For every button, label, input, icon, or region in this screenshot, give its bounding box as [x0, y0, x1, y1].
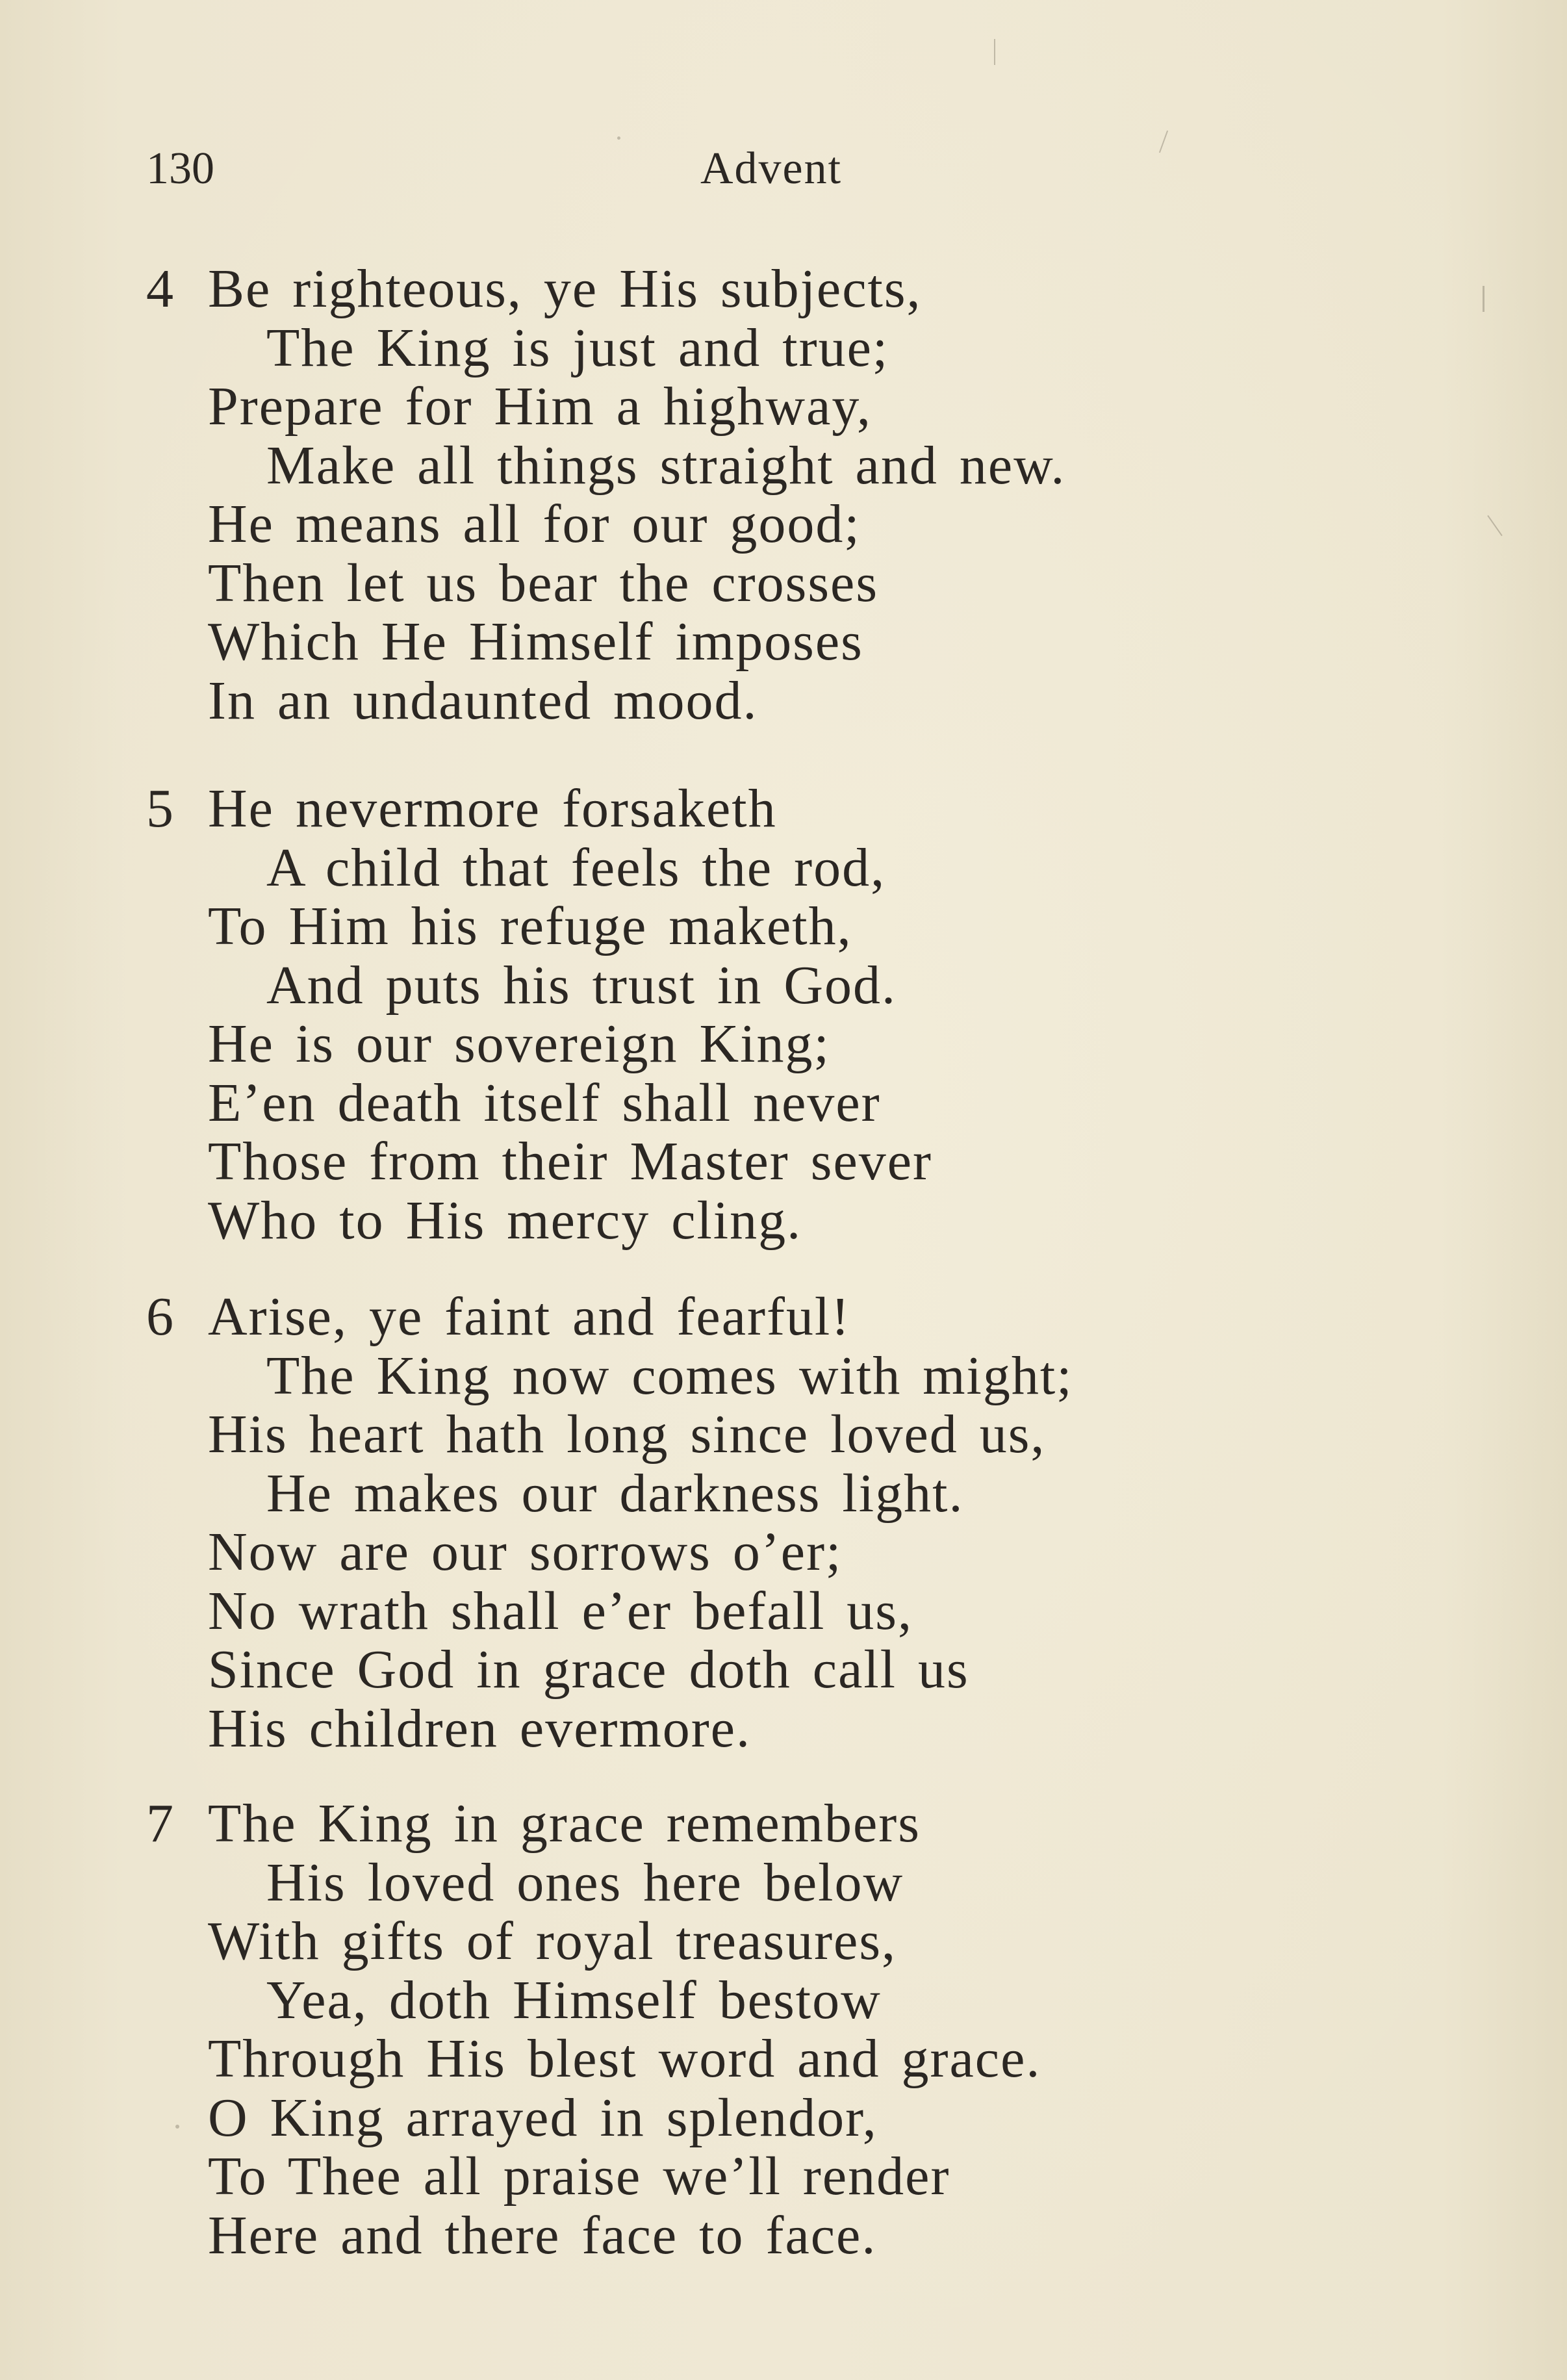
stanza-5	[146, 780, 1446, 1250]
stanza-4	[146, 260, 1446, 730]
verse-line: No wrath shall e’er befall us,	[208, 1580, 913, 1641]
page-number: 130	[146, 144, 214, 194]
paper-speck	[1487, 515, 1502, 536]
stanza-number: 7	[146, 1793, 173, 1854]
verse-line: To Thee all praise we’ll render	[208, 2146, 950, 2207]
verse-line: Be righteous, ye His subjects,	[208, 259, 922, 319]
verse-line: With gifts of royal treasures,	[208, 1911, 897, 1971]
paper-speck	[994, 39, 995, 65]
verse-line: Through His blest word and grace.	[208, 2028, 1041, 2089]
verse-line: Which He Himself imposes	[208, 611, 863, 672]
paper-speck	[617, 136, 620, 140]
verse-line: E’en death itself shall never	[208, 1072, 881, 1133]
verse-line: A child that feels the rod,	[266, 837, 886, 898]
verse-line: The King in grace remembers	[208, 1793, 921, 1854]
running-title: Advent	[700, 144, 843, 194]
verse-line: He nevermore forsaketh	[208, 778, 777, 839]
verse-line: In an undaunted mood.	[208, 670, 758, 731]
verse-line: O King arrayed in splendor,	[208, 2087, 878, 2148]
stanza-number: 4	[146, 259, 173, 319]
verse-line: Then let us bear the crosses	[208, 552, 879, 613]
verse-line: And puts his trust in God.	[266, 954, 897, 1016]
stanza-6	[146, 1288, 1446, 1758]
verse-line: He is our sovereign King;	[208, 1014, 830, 1074]
verse-line: His loved ones here below	[266, 1852, 904, 1913]
verse-line: He means all for our good;	[208, 494, 861, 554]
verse-line: Prepare for Him a highway,	[208, 376, 872, 437]
verse-line: The King is just and true;	[266, 317, 889, 378]
verse-line: Make all things straight and new.	[266, 435, 1066, 496]
paper-speck	[175, 2125, 179, 2129]
verse-line: Since God in grace doth call us	[208, 1639, 969, 1700]
verse-line: Arise, ye faint and fearful!	[208, 1286, 851, 1347]
verse-line: Who to His mercy cling.	[208, 1190, 802, 1251]
verse-line: Those from their Master sever	[208, 1131, 932, 1192]
verse-line: The King now comes with might;	[266, 1345, 1073, 1406]
page-header	[0, 136, 1567, 201]
verse-line: His children evermore.	[208, 1698, 752, 1759]
verse-line: His heart hath long since loved us,	[208, 1404, 1046, 1465]
verse-line: To Him his refuge maketh,	[208, 896, 852, 956]
verse-line: Now are our sorrows o’er;	[208, 1522, 843, 1582]
paper-speck	[1483, 286, 1484, 312]
verse-line: Yea, doth Himself bestow	[266, 1969, 882, 2030]
verse-line: Here and there face to face.	[208, 2205, 877, 2266]
stanza-number: 5	[146, 778, 173, 839]
stanza-7	[146, 1795, 1446, 2265]
verse-line: He makes our darkness light.	[266, 1463, 964, 1524]
stanza-number: 6	[146, 1286, 173, 1347]
